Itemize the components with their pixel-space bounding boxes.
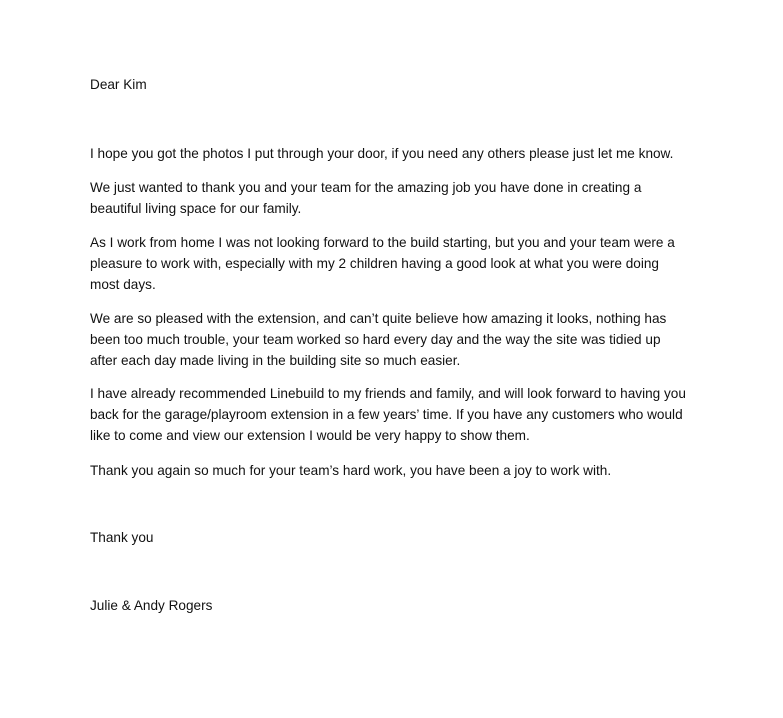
paragraph-photos [90,143,705,164]
paragraph-line: beautiful living space for our family. [90,201,302,216]
paragraph-line: like to come and view our extension I would be very happy to show them. [90,428,530,443]
signature [90,595,705,616]
paragraph-extension [90,308,705,371]
paragraph-work-from-home [90,232,705,295]
paragraph-line: pleasure to work with, especially with my 2 children having a good look at what you were doing [90,256,659,271]
paragraph-line: I have already recommended Linebuild to my friends and family, and will look forward to having you [90,386,686,401]
paragraph-final-thanks [90,460,705,481]
paragraph-line: back for the garage/playroom extension in a few years’ time. If you have any customers who would [90,407,683,422]
closing [90,527,705,548]
paragraph-line: We are so pleased with the extension, and can’t quite believe how amazing it looks, nothing has [90,311,667,326]
paragraph-line: I hope you got the photos I put through your door, if you need any others please just let me know. [90,146,674,161]
closing-line: Thank you [90,530,154,545]
salutation [90,74,705,95]
paragraph-line: Thank you again so much for your team’s hard work, you have been a joy to work with. [90,463,612,478]
paragraph-line: We just wanted to thank you and your team for the amazing job you have done in creating a [90,180,642,195]
salutation-line: Dear Kim [90,77,147,92]
paragraph-recommendation [90,383,705,446]
paragraph-line: after each day made living in the building site so much easier. [90,353,461,368]
paragraph-line: been too much trouble, your team worked so hard every day and the way the site was tidied up [90,332,661,347]
paragraph-line: As I work from home I was not looking forward to the build starting, but you and your team were a [90,235,675,250]
paragraph-line: most days. [90,277,156,292]
signature-line: Julie & Andy Rogers [90,598,213,613]
paragraph-thanks [90,177,705,219]
